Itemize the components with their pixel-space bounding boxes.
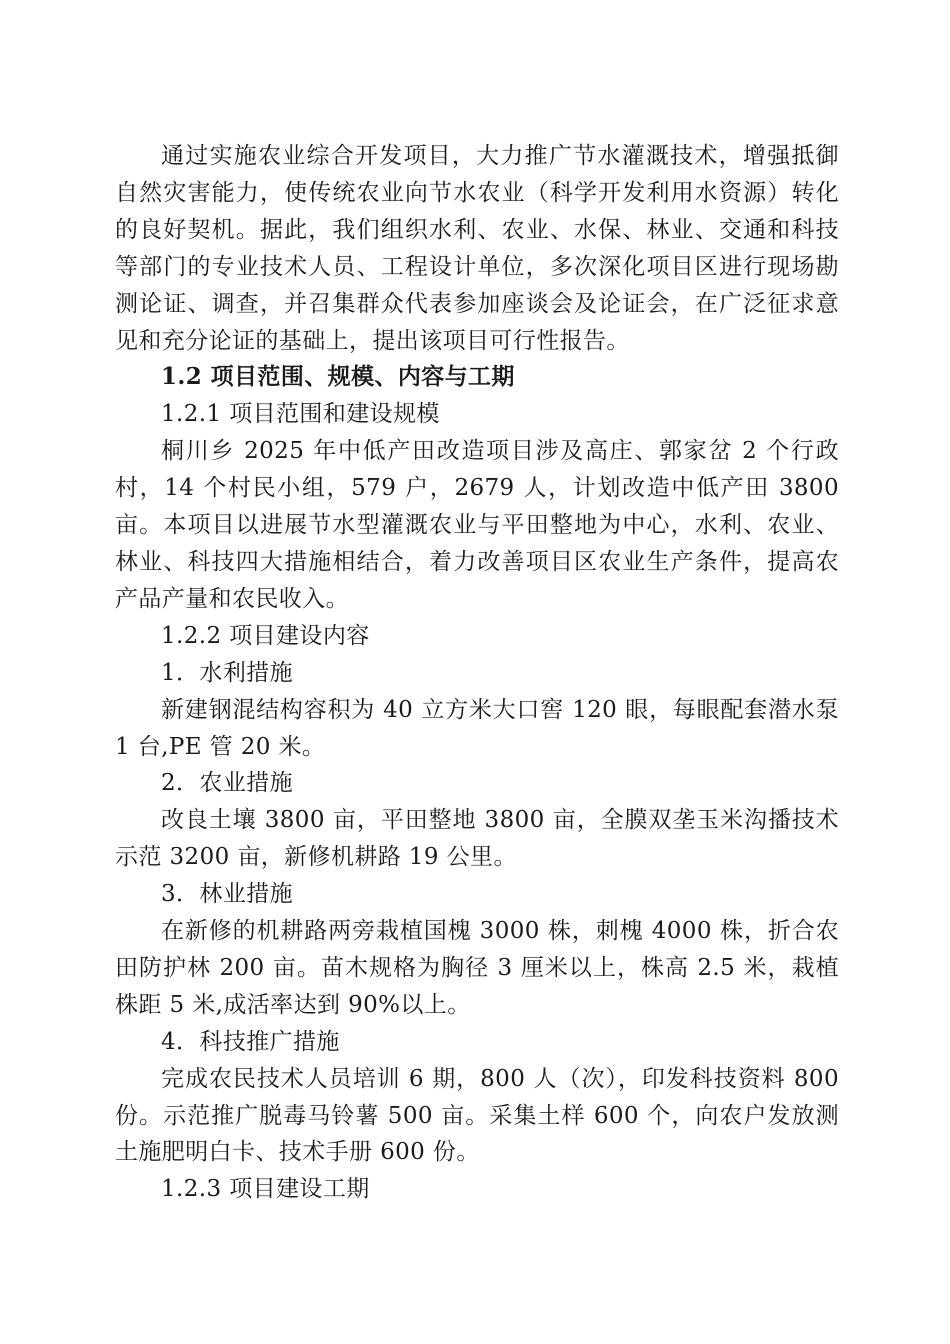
item-heading-technology: 4．科技推广措施 [161, 1028, 340, 1055]
subsection-heading-1-2-2: 1.2.2 项目建设内容 [161, 622, 370, 649]
item-paragraph-water: 新建钢混结构容积为 40 立方米大口窖 120 眼，每眼配套潜水泵 1 台,PE 管 20 米。 [115, 696, 839, 760]
subsection-heading-1-2-1: 1.2.1 项目范围和建设规模 [161, 401, 440, 428]
item-paragraph-agriculture: 改良土壤 3800 亩，平田整地 3800 亩，全膜双垄玉米沟播技术示范 3200 亩，新修机耕路 19 公里。 [115, 807, 839, 871]
item-paragraph-technology: 完成农民技术人员培训 6 期，800 人（次），印发科技资料 800 份。示范推广脱毒马铃薯 500 亩。采集土样 600 个，向农户发放测土施肥明白卡、技术手册 600 份。 [115, 1065, 839, 1166]
item-heading-water: 1．水利措施 [161, 659, 294, 686]
section-heading-1-2: 1.2 项目范围、规模、内容与工期 [161, 363, 515, 391]
item-heading-forestry: 3．林业措施 [161, 881, 294, 908]
item-heading-agriculture: 2．农业措施 [161, 770, 294, 797]
item-paragraph-forestry: 在新修的机耕路两旁栽植国槐 3000 株，刺槐 4000 株，折合农田防护林 200 亩。苗木规格为胸径 3 厘米以上，株高 2.5 米，栽植株距 5 米,成活率达到 90%以上。 [115, 918, 839, 1018]
intro-paragraph: 通过实施农业综合开发项目，大力推广节水灌溉技术，增强抵御自然灾害能力，使传统农业向节水农业（科学开发利用水资源）转化的良好契机。据此，我们组织水利、农业、水保、林业、交通和科技等部门的专业技术人员、工程设计单位，多次深化项目区进行现场勘测论证、调查，并召集群众代表参加座谈会及论证会，在广泛征求意见和充分论证的基础上，提出该项目可行性报告。 [115, 143, 839, 354]
document-page [115, 138, 839, 1208]
scope-paragraph: 桐川乡 2025 年中低产田改造项目涉及高庄、郭家岔 2 个行政村，14 个村民小组，579 户，2679 人，计划改造中低产田 3800 亩。本项目以进展节水型灌溉农业与平田整地为中心，水利、农业、林业、科技四大措施相结合，着力改善项目区农业生产条件，提高农产品产量和农民收入。 [115, 438, 839, 612]
subsection-heading-1-2-3: 1.2.3 项目建设工期 [161, 1176, 370, 1203]
